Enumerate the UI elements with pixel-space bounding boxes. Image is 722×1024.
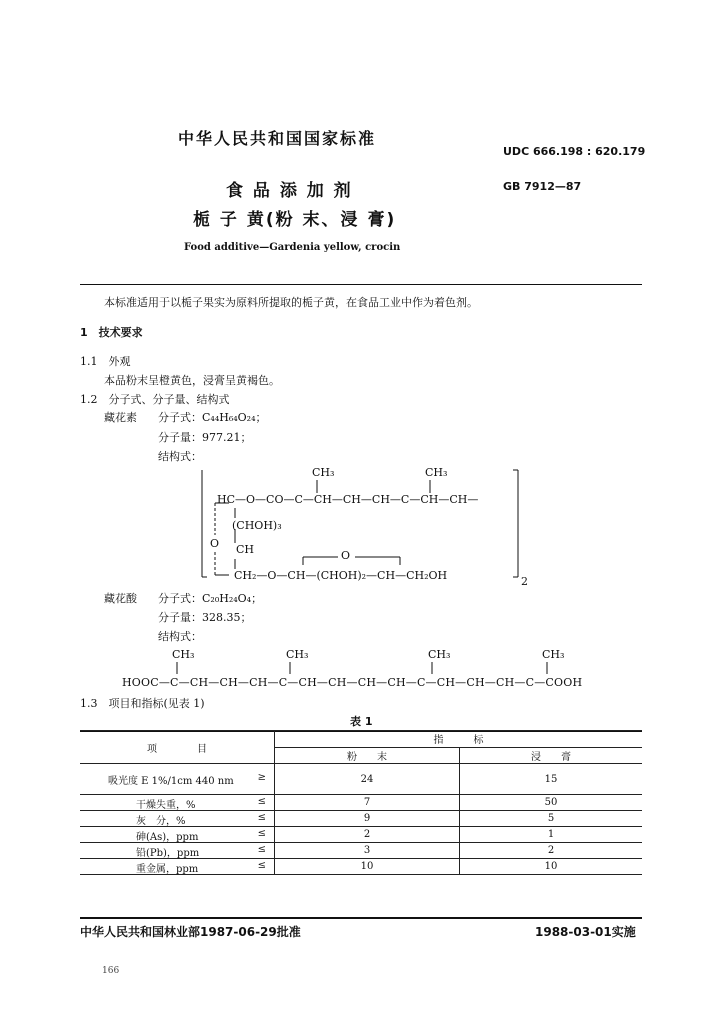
footer-divider — [80, 917, 642, 919]
section-1-3-heading: 1.3 项目和指标(见表 1) — [80, 697, 205, 710]
row-extract-value: 50 — [460, 795, 643, 811]
approval-line: 中华人民共和国林业部1987-06-29批准 — [80, 925, 301, 939]
crocetin-formula: 分子式：C₂₀H₂₄O₄； — [158, 592, 263, 605]
structure1-ch3-b: CH₃ — [425, 466, 448, 479]
row-item-label: 重金属，ppm — [136, 864, 199, 875]
section-1-1-heading: 1.1 外观 — [80, 355, 131, 368]
header-extract-label: 浸 膏 — [531, 751, 571, 763]
structure1-choh: (CHOH)₃ — [232, 519, 282, 532]
table-title: 表 1 — [350, 715, 373, 728]
header-powder-label: 粉 末 — [347, 751, 387, 763]
structure2-chain: HOOC—C—CH—CH—CH—C—CH—CH—CH—CH—C—CH—CH—CH—C—COOH — [122, 676, 583, 689]
row-item-label: 灰 分，% — [136, 816, 186, 827]
structure2-ch3-4: CH₃ — [542, 648, 565, 661]
standard-title-line1: 食 品 添 加 剂 — [226, 181, 353, 201]
structure1-main-chain: HC—O—CO—C—CH—CH—CH—C—CH—CH— — [217, 493, 479, 506]
row-powder-value: 10 — [275, 859, 460, 875]
header-powder-cell — [275, 747, 460, 764]
header-extract-cell — [460, 747, 643, 764]
structure1-ring-o: O — [341, 549, 351, 562]
row-powder-value: 2 — [275, 827, 460, 843]
row-item-cell — [80, 764, 275, 795]
row-comparison-symbol: ≥ — [257, 772, 266, 783]
crocin-formula: 分子式：C₄₄H₆₄O₂₄； — [158, 411, 267, 424]
row-item-cell — [80, 827, 275, 843]
row-item-label: 砷(As)，ppm — [136, 832, 199, 843]
national-standard-title: 中华人民共和国国家标准 — [178, 129, 377, 148]
standard-title-line2: 栀 子 黄(粉 末、浸 膏) — [193, 210, 397, 230]
header-index-cell — [275, 731, 643, 748]
english-title: Food additive—Gardenia yellow, crocin — [184, 242, 401, 253]
row-comparison-symbol: ≤ — [257, 860, 266, 871]
row-powder-value: 9 — [275, 811, 460, 827]
row-extract-value: 2 — [460, 843, 643, 859]
row-powder-value: 3 — [275, 843, 460, 859]
crocin-structure-label: 结构式： — [158, 450, 202, 463]
header-item-cell — [80, 731, 275, 764]
structure1-ch3-a: CH₃ — [312, 466, 335, 479]
structure2-ch3-1: CH₃ — [172, 648, 195, 661]
table-row — [80, 764, 642, 795]
row-item-cell — [80, 795, 275, 811]
section-1-heading: 1 技术要求 — [80, 326, 143, 339]
header-divider — [80, 284, 642, 285]
row-item-cell — [80, 859, 275, 875]
table-row — [80, 811, 642, 827]
row-item-label: 吸光度 E 1%/1cm 440 nm — [108, 776, 234, 787]
crocin-name: 藏花素 — [104, 411, 137, 424]
structure1-subscript: 2 — [521, 575, 528, 588]
udc-number: UDC 666.198 : 620.179 — [503, 145, 646, 158]
standard-number: GB 7912—87 — [503, 180, 582, 193]
table-row — [80, 843, 642, 859]
structure1-bottom-chain: CH₂—O—CH—(CHOH)₂—CH—CH₂OH — [234, 569, 448, 582]
structure1-ch: CH — [236, 543, 255, 556]
structure1-o-ring: O — [210, 537, 220, 550]
table-row — [80, 795, 642, 811]
implementation-date: 1988-03-01实施 — [535, 925, 636, 939]
row-comparison-symbol: ≤ — [257, 796, 266, 807]
crocetin-name: 藏花酸 — [104, 592, 137, 605]
row-extract-value: 15 — [460, 764, 643, 795]
page-number: 166 — [102, 966, 120, 976]
row-comparison-symbol: ≤ — [257, 844, 266, 855]
structure2-ch3-3: CH₃ — [428, 648, 451, 661]
row-item-cell — [80, 811, 275, 827]
row-extract-value: 10 — [460, 859, 643, 875]
row-comparison-symbol: ≤ — [257, 812, 266, 823]
spec-table — [80, 730, 642, 875]
row-item-label: 铅(Pb)，ppm — [136, 848, 200, 859]
header-item-label: 项 目 — [147, 743, 207, 755]
row-powder-value: 7 — [275, 795, 460, 811]
table-row — [80, 859, 642, 875]
structure2-ch3-2: CH₃ — [286, 648, 309, 661]
row-item-label: 干燥失重，% — [136, 800, 196, 811]
crocin-weight: 分子量：977.21； — [158, 431, 252, 444]
crocetin-weight: 分子量：328.35； — [158, 611, 252, 624]
section-1-2-heading: 1.2 分子式、分子量、结构式 — [80, 393, 230, 406]
row-extract-value: 5 — [460, 811, 643, 827]
appearance-text: 本品粉末呈橙黄色，浸膏呈黄褐色。 — [104, 374, 280, 387]
table-row — [80, 827, 642, 843]
row-extract-value: 1 — [460, 827, 643, 843]
header-index-label: 指 标 — [433, 735, 484, 747]
crocetin-structure-label: 结构式： — [158, 630, 202, 643]
intro-paragraph: 本标准适用于以栀子果实为原料所提取的栀子黄，在食品工业中作为着色剂。 — [104, 296, 478, 309]
row-comparison-symbol: ≤ — [257, 828, 266, 839]
row-powder-value: 24 — [275, 764, 460, 795]
row-item-cell — [80, 843, 275, 859]
